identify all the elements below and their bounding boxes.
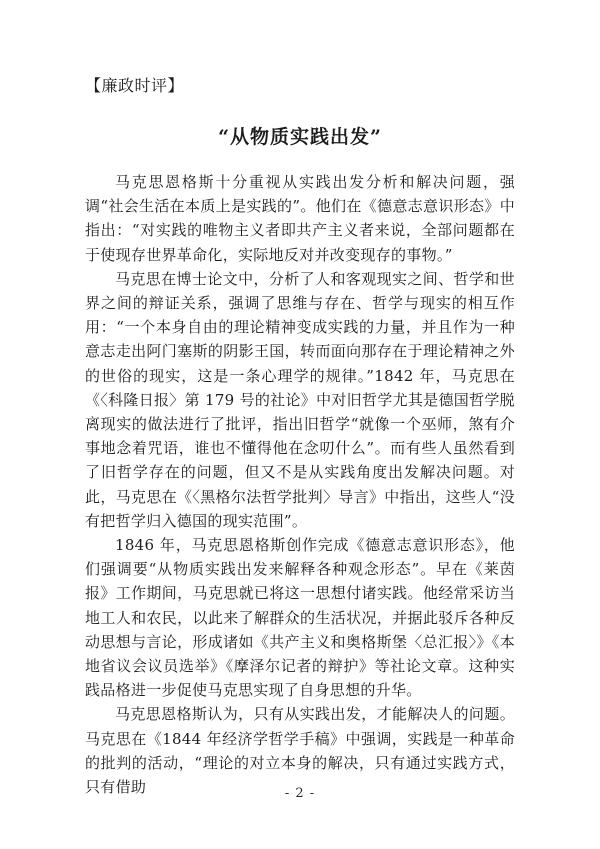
- category-label: 【廉政时评】: [85, 76, 185, 95]
- document-body: [85, 170, 515, 799]
- page-title: “从物质实践出发”: [218, 126, 382, 148]
- paragraph: 马克思恩格斯十分重视从实践出发分析和解决问题，强调“社会生活在本质上是实践的”。他们在《德意志意识形态》中指出：“对实践的唯物主义者即共产主义者来说，全部问题都在于使现存世界革命化，实际地反对并改变现存的事物。”: [85, 173, 515, 264]
- paragraph: 马克思在博士论文中，分析了人和客观现实之间、哲学和世界之间的辩证关系，强调了思维与存在、哲学与现实的相互作用：“一个本身自由的理论精神变成实践的力量，并且作为一种意志走出阿门塞斯的阴影王国，转而面向那存在于理论精神之外的世俗的现实，这是一条心理学的规律。”1842 年，马克思在《〈科隆日报〉第 179 号的社论》中对旧哲学尤其是德国哲学脱离现实的做法进行了批评，指出旧哲学“就像一个巫师，煞有介事地念着咒语，谁也不懂得他在念叨什么”。而有些人虽然看到了旧哲学存在的问题，但又不是从实践角度出发解决问题。对此，马克思在《〈黑格尔法哲学批判〉导言》中指出，这些人“没有把哲学归入德国的现实范围”。: [85, 269, 515, 530]
- paragraph: 马克思恩格斯认为，只有从实践出发，才能解决人的问题。马克思在《1844 年经济学哲学手稿》中强调，实践是一种革命的批判的活动，“理论的对立本身的解决，只有通过实践方式，只有借助: [85, 705, 515, 797]
- page-number: - 2 -: [284, 786, 316, 801]
- paragraph: 1846 年，马克思恩格斯创作完成《德意志意识形态》，他们强调要“从物质实践出发来解释各种观念形态”。早在《莱茵报》工作期间，马克思就已将这一思想付诸实践。他经常采访当地工人和农民，以此来了解群众的生活状况，并据此驳斥各种反动思想与言论，形成诸如《共产主义和奥格斯堡〈总汇报〉》《本地省议会议员选举》《摩泽尔记者的辩护》等社论文章。这种实践品格进一步促使马克思实现了自身思想的升华。: [85, 536, 515, 700]
